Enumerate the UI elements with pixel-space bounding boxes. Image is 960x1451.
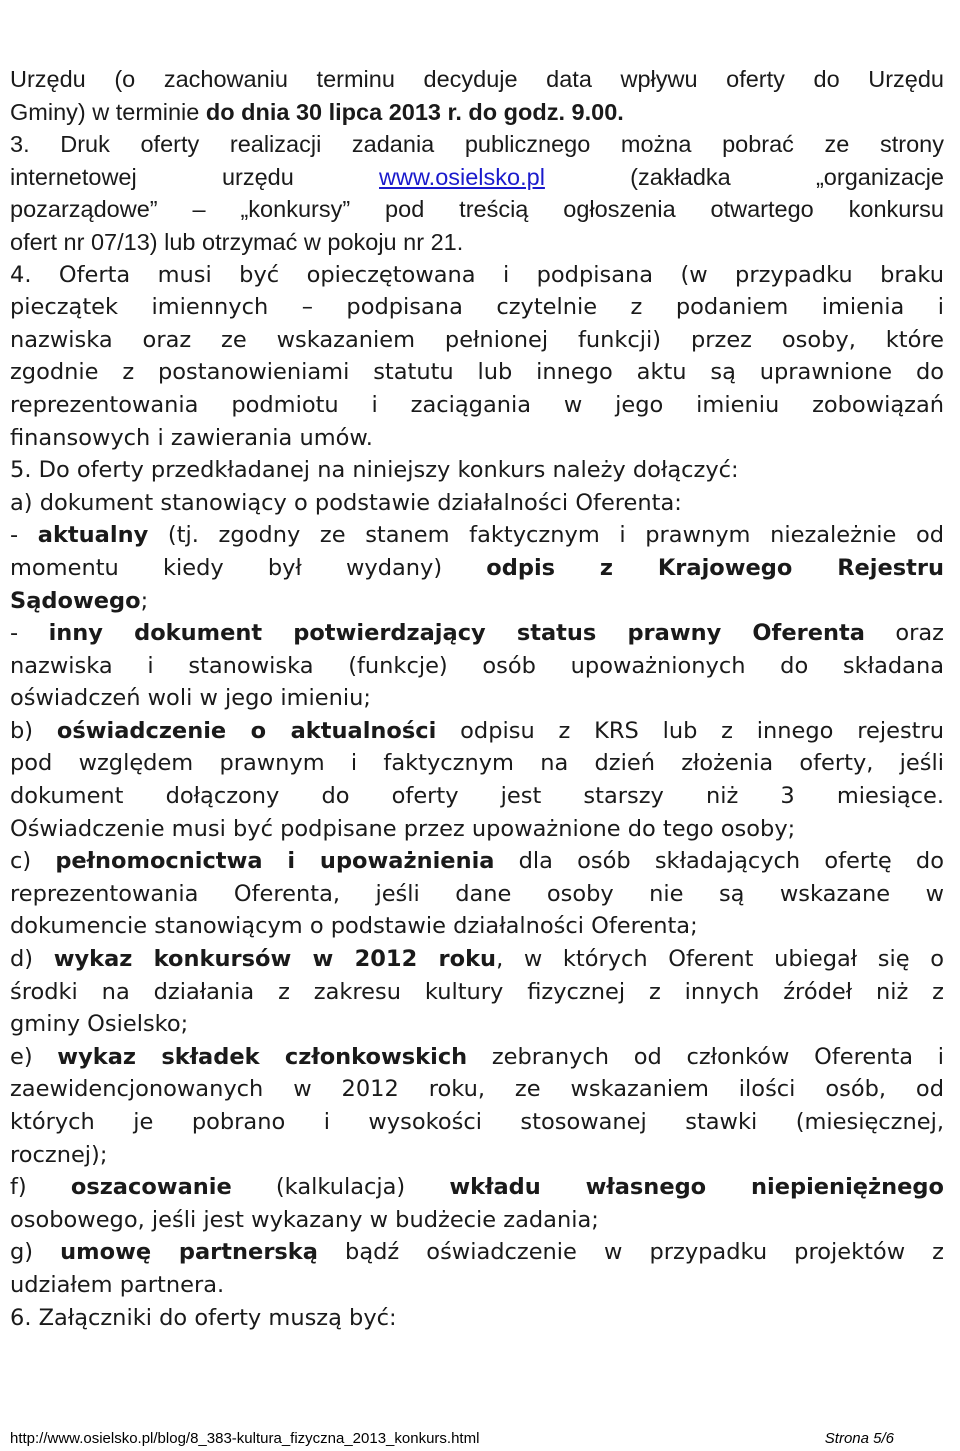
text-line [10,1236,944,1269]
line-text: zgodnie z postanowieniami statutu lub innego aktu są uprawnione do [10,359,944,386]
text-line [10,813,944,846]
line-text: oraz [864,620,944,647]
line-text: 3. Druk oferty realizacji zadania publicznego można pobrać ze strony [10,131,944,158]
line-text: e) [10,1043,58,1070]
line-text: bądź oświadczenie w przypadku projektów z [317,1239,944,1266]
line-text: ofert nr 07/13) lub otrzymać w pokoju nr 21. [10,228,464,255]
text-line [10,617,944,650]
line-text: których je pobrano i wysokości stosowanej stawki (miesięcznej, [10,1109,944,1135]
line-text: Oświadczenie musi być podpisane przez upoważnione do tego osoby; [10,815,796,842]
bold-text: wkładu własnego niepieniężnego [449,1174,944,1201]
line-text: (kalkulacja) [231,1174,450,1201]
text-line [10,878,944,911]
item-c [10,845,944,943]
text-line [10,747,944,780]
line-text: Urzędu (o zachowaniu terminu decyduje data wpływu oferty do Urzędu [10,66,944,92]
text-line [10,585,944,618]
text-line [10,1008,944,1041]
paragraph-5 [10,454,944,715]
line-text: pieczątek imiennych – podpisana czytelnie z podaniem imienia i [10,294,944,321]
item-e [10,1041,944,1171]
bold-text: oświadczenie o aktualności [56,717,437,744]
line-text: - [10,522,38,549]
text-line [10,1041,944,1074]
line-text: osobowego, jeśli jest wykazany w budżecie zadania; [10,1206,599,1233]
bold-text: umowę partnerską [60,1239,318,1266]
item-f [10,1171,944,1236]
line-text: finansowych i zawierania umów. [10,424,373,451]
line-text: oświadczeń woli w jego imieniu; [10,685,371,712]
website-link[interactable]: www.osielsko.pl [379,163,545,190]
text-line [10,324,944,357]
text-line [10,1171,944,1204]
line-text: f) [10,1174,71,1201]
paragraph-4 [10,259,944,455]
line-text: pod względem prawnym i faktycznym na dzień złożenia oferty, jeśli [10,750,944,777]
deadline-date: do dnia 30 lipca 2013 r. do godz. 9.00. [205,98,624,125]
paragraph-6 [10,1302,944,1335]
line-text: momentu kiedy był wydany) [10,554,487,581]
bold-text: wykaz konkursów w 2012 roku [53,946,497,973]
text-line [10,96,944,129]
bold-text: oszacowanie [70,1174,232,1201]
text-line [10,552,944,585]
text-line [10,780,944,813]
line-text: ; [140,587,149,614]
text-line [10,1139,944,1172]
line-text: a) dokument stanowiący o podstawie działalności Oferenta: [10,489,682,516]
text-line [10,487,944,520]
text-line [10,682,944,715]
line-text: udziałem partnera. [10,1271,225,1298]
line-text: dokument dołączony do oferty jest starszy niż 3 miesiące. [10,783,944,810]
text-line [10,291,944,324]
text-line [10,63,944,96]
text-line [10,1269,944,1302]
paragraph-deadline [10,63,944,128]
text-line [10,193,944,226]
line-text: zaewidencjonowanych w 2012 roku, ze wskazaniem ilości osób, od [10,1076,944,1103]
text-line [10,715,944,748]
line-text: 4. Oferta musi być opieczętowana i podpisana (w przypadku braku [10,261,944,288]
line-text: (zakładka „organizacje [544,163,944,190]
text-line [10,259,944,292]
text-line [10,650,944,683]
line-text: odpisu z KRS lub z innego rejestru [436,717,944,744]
line-text: nazwiska i stanowiska (funkcje) osób upoważnionych do składana [10,652,944,679]
text-line [10,454,944,487]
page-number: Strona 5/6 [824,1430,894,1447]
line-text: Gminy) w terminie [10,98,206,125]
footer-url[interactable]: http://www.osielsko.pl/blog/8_383-kultura_fizyczna_2013_konkurs.html [10,1430,480,1447]
text-line [10,389,944,422]
line-text: dla osób składających ofertę do [494,848,944,875]
line-text: pozarządowe” – „konkursy” pod treścią ogłoszenia otwartego konkursu [10,196,944,223]
line-text: d) [10,946,54,973]
line-text: internetowej urzędu [10,163,380,190]
line-text: , w których Oferent ubiegał się o [496,946,944,973]
bold-text: odpis z Krajowego Rejestru [486,554,944,581]
line-text: nazwiska oraz ze wskazaniem pełnionej funkcji) przez osoby, które [10,326,944,353]
text-line [10,128,944,161]
text-line [10,519,944,552]
text-line [10,422,944,455]
bold-text: Sądowego [10,587,141,614]
line-text: reprezentowania podmiotu i zaciągania w jego imieniu zobowiązań [10,391,944,418]
item-d [10,943,944,1041]
line-text: b) [10,717,57,744]
text-line [10,161,944,194]
line-text: gminy Osielsko; [10,1011,189,1038]
line-text: reprezentowania Oferenta, jeśli dane osoby nie są wskazane w [10,880,944,907]
line-text: (tj. zgodny ze stanem faktycznym i prawnym niezależnie od [148,522,944,549]
item-g [10,1236,944,1301]
text-line [10,943,944,976]
text-line [10,845,944,878]
text-line [10,1204,944,1237]
text-line [10,356,944,389]
text-line [10,226,944,259]
text-line [10,1106,944,1139]
bold-text: wykaz składek członkowskich [57,1043,468,1070]
line-text: zebranych od członków Oferenta i [467,1043,944,1070]
line-text: g) [10,1239,61,1266]
item-b [10,715,944,845]
line-text: dokumencie stanowiącym o podstawie działalności Oferenta; [10,913,698,940]
paragraph-3 [10,128,944,258]
text-line [10,910,944,943]
line-text: środki na działania z zakresu kultury fizycznej z innych źródeł niż z [10,978,944,1005]
bold-text: pełnomocnictwa i upoważnienia [55,848,495,875]
line-text: 5. Do oferty przedkładanej na niniejszy konkurs należy dołączyć: [10,457,739,484]
line-text: rocznej); [10,1141,108,1168]
bold-text: aktualny [37,522,149,549]
text-line [10,976,944,1009]
line-text: - [10,620,49,647]
document-body [10,63,944,1334]
text-line [10,1073,944,1106]
line-text: c) [10,848,56,875]
line-text: 6. Załączniki do oferty muszą być: [10,1304,397,1331]
text-line [10,1302,944,1335]
bold-text: inny dokument potwierdzający status prawny Oferenta [48,620,865,647]
